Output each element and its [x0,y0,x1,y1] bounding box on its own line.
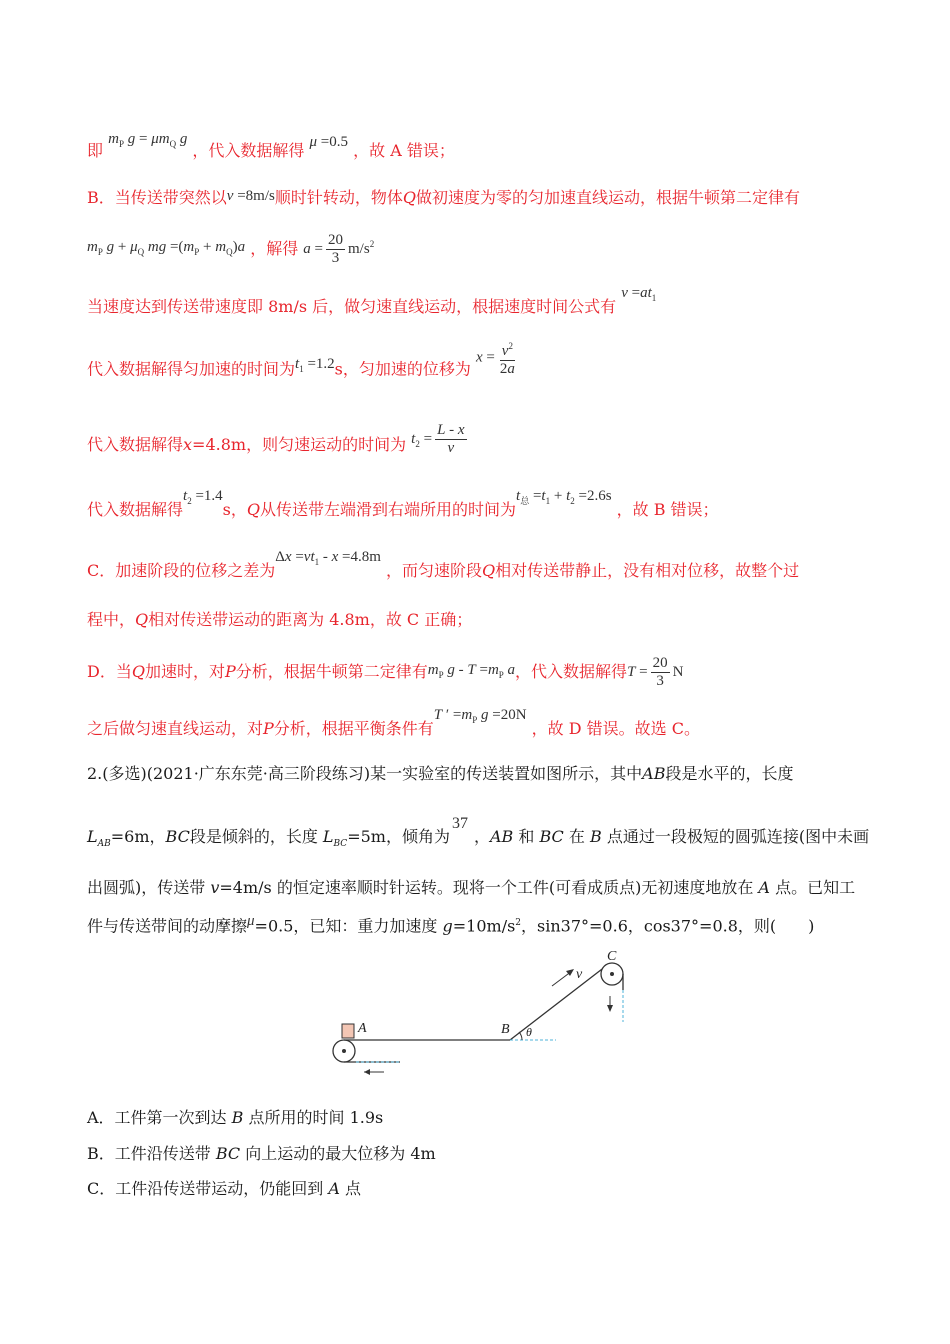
text: 即 [87,141,104,160]
return-arrow-head [364,1069,370,1075]
text: ，代入数据解得 [515,662,628,681]
workpiece-box [342,1024,354,1038]
text: 和 [513,827,540,846]
equation: $t_总 =t_1 + t_2 =2.6s$ [516,488,612,506]
text: ，代入数据解得 [192,141,305,160]
equation: x = $\frac{v^2}{2a}$ [476,338,520,378]
text: =6m， [110,827,166,846]
equation: $\Delta x =vt_1 - x =4.8m$ [275,549,381,567]
text: 件与传送带间的动摩擦 [87,916,248,936]
text: 加速时，对 [144,662,225,681]
text: 代入数据解得 [87,500,184,519]
text: AB [642,764,666,783]
text: P [224,662,236,681]
right-pulley-center [610,972,614,976]
solution-line-6 [87,422,470,463]
text: A．工件第一次到达 [87,1108,232,1127]
down-arrow-head [607,1005,613,1012]
conveyor-diagram [320,940,660,1075]
problem-line-4 [87,912,814,938]
solution-line-3 [87,232,374,267]
option-b[interactable] [87,1143,436,1165]
equation: $v =at_1$ [621,285,657,303]
label-v: v [576,967,583,982]
angle-arc [519,1032,522,1040]
problem-line-1 [87,763,793,785]
text: g [442,916,453,936]
belt-bc [510,966,606,1040]
equation: $t_1 =1.2$ [295,355,335,374]
label-theta: θ [526,1025,532,1039]
text: ，而匀速阶段 [386,561,483,580]
solution-line-7 [87,488,719,524]
text: B [589,827,602,846]
solution-line-8 [87,549,800,585]
text: B．当传送带突然以 [87,188,227,207]
text: 相对传送带静止，没有相对位移，故整个过 [495,561,800,580]
text: AB [97,839,111,850]
solution-line-10 [87,655,683,690]
text: 点 [339,1179,361,1198]
solution-line-11 [87,707,700,743]
label-c: C [607,949,617,964]
text: 相对传送带运动的距离为 4.8m，故 C 正确； [148,610,473,629]
text: x [183,435,193,454]
option-c[interactable] [87,1178,361,1200]
text: 顺时针转动，物体 [274,188,403,207]
equation: T ′ $=m_P$ g =20N [433,707,527,725]
text: D．当 [87,662,132,681]
equation: T = $\frac{20}{3}$ N [627,655,684,689]
text: ，故 B 错误； [616,500,719,519]
text: 从传送带左端滑到右端所用的时间为 [260,500,517,519]
label-a: A [358,1021,367,1036]
equation: $t_2$ = $\frac{L - x}{v}$ [411,422,465,456]
text: L [87,827,98,846]
label-b: B [501,1022,510,1037]
text: BC [539,827,564,846]
text: C．加速阶段的位移之差为 [87,561,276,580]
text: ， [473,827,490,846]
text: 点。已知工 [769,878,856,897]
text: Q [246,500,260,519]
equation: $m_P$ $g = \mu m_Q$ g [108,131,188,149]
text: 当速度达到传送带速度即 8m/s 后，做匀速直线运动，根据速度时间公式有 [87,297,617,316]
text: C．工件沿传送带运动，仍能回到 [87,1179,329,1198]
text: 段是倾斜的，长度 [189,827,323,846]
text: 代入数据解得 [87,435,184,454]
text: ，sin37°=0.6，cos37°=0.8，则( ) [521,916,815,936]
text: Q [402,188,416,207]
solution-line-1 [87,131,455,165]
text: =10m/s [452,916,516,936]
solution-line-9 [87,609,472,631]
text: A [758,878,770,897]
text: =4.8m，则匀速运动的时间为 [192,435,407,454]
text: 段是水平的，长度 [665,764,794,783]
text: =5m，倾角为 [347,827,450,846]
text: s，匀加速的位移为 [334,359,471,379]
solution-line-2 [87,187,800,210]
text: =0.5，已知：重力加速度 [254,916,443,936]
text: 做初速度为零的匀加速直线运动，根据牛顿第二定律有 [415,188,800,207]
text: 分析，根据牛顿第二定律有 [235,662,428,681]
equation: $m_P$ $g - T =m_P$ a [427,662,516,680]
text: 代入数据解得匀加速的时间为 [87,359,296,379]
text: P [263,719,274,738]
angle-value: 37 [451,814,468,832]
text: ，故 D 错误。故选 C。 [531,719,700,738]
equation: $m_P$ $g + \mu_Q$ mg $=(m_P + m_Q)a$ [87,239,246,257]
text: ，解得 [250,239,299,258]
text: Q [482,561,496,580]
problem-line-2 [87,814,870,855]
text: 在 [563,827,590,846]
option-a[interactable] [87,1107,383,1129]
text: Q [131,662,145,681]
equation: $t_2 =1.4$ [183,488,223,506]
text: =4m/s 的恒定速率顺时针运转。现将一个工件(可看成质点)无初速度地放在 [219,878,759,897]
text: 出圆弧)，传送带 [87,878,211,897]
text: 点通过一段极短的圆弧连接(图中未画 [601,827,870,846]
text: ，故 A 错误； [353,141,455,160]
equation: μ =0.5 [309,133,349,150]
text: AB [489,827,514,846]
text: B [231,1108,244,1127]
text: BC [333,839,348,850]
mu-symbol: μ [247,912,255,929]
text: BC [165,827,190,846]
text: v [210,878,220,897]
text: BC [215,1144,241,1163]
problem-line-3 [87,877,855,899]
text: 之后做匀速直线运动，对 [87,719,264,738]
text: Q [135,610,149,629]
solution-line-4 [87,285,657,321]
left-pulley-center [342,1049,346,1053]
text: A [328,1179,340,1198]
text: 向上运动的最大位移为 4m [240,1144,436,1163]
text: s， [222,500,247,519]
text: B．工件沿传送带 [87,1144,216,1163]
equation: v =8m/s [226,187,275,204]
text: 程中， [87,610,136,629]
text: L [322,827,334,846]
text: 2 [515,918,522,928]
text: 2.(多选)(2021·广东东莞·高三阶段练习)某一实验室的传送装置如图所示，其中 [87,764,643,783]
equation: a = $\frac{20}{3}$ $m/s^2$ [303,232,375,266]
text: 点所用的时间 1.9s [243,1108,384,1127]
solution-line-5 [87,341,520,390]
text: 分析，根据平衡条件有 [273,719,434,738]
